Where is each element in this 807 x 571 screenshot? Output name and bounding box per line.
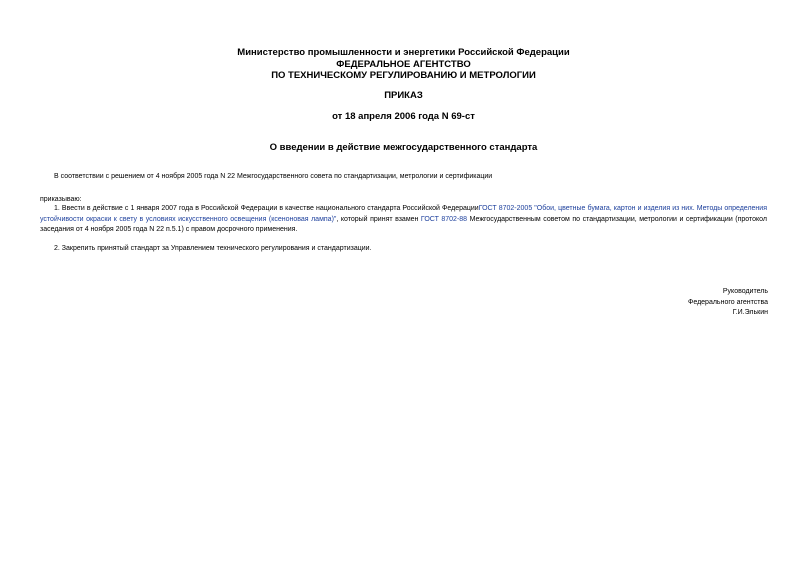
item-1-text-end: Межгосударственным советом по стандартизации, метрологии и сертификации (протокол заседания от 4 ноября 2005 года N 22 п.5.1) с правом досрочного применения.: [40, 215, 768, 233]
gost-8702-2005-link[interactable]: ГОСТ 8702-2005 "Обои, цветные бумага, картон и изделия из них. Методы определения устойчивости окраски к свету в условиях искусственного освещения (ксеноновая лампа)": [40, 205, 767, 223]
gost-8702-88-link[interactable]: ГОСТ 8702-88: [420, 215, 468, 223]
signature-block: [688, 287, 768, 319]
signatory-position: Руководитель: [722, 288, 768, 295]
item-2-paragraph: 2. Закрепить принятый стандарт за Управлением технического регулирования и стандартизации.: [54, 245, 372, 252]
agency-name-line2: ПО ТЕХНИЧЕСКОМУ РЕГУЛИРОВАНИЮ И МЕТРОЛОГИИ: [271, 70, 536, 81]
order-date-number: от 18 апреля 2006 года N 69-ст: [332, 111, 475, 122]
basis-paragraph: В соответствии с решением от 4 ноября 2005 года N 22 Межгосударственного совета по стандартизации, метрологии и сертификации: [54, 173, 493, 180]
order-subject: О введении в действие межгосударственного стандарта: [269, 142, 538, 153]
item-1-text-start: 1. Ввести в действие с 1 января 2007 года в Российской Федерации в качестве национального стандарта Российской Федерации: [54, 205, 479, 212]
order-word: приказываю:: [40, 196, 82, 203]
signatory-name: Г.И.Элькин: [732, 309, 768, 316]
document-header: [0, 47, 807, 82]
ministry-name: Министерство промышленности и энергетики Российской Федерации: [237, 47, 570, 58]
item-1-text-middle: , который принят взамен: [336, 215, 421, 223]
signatory-organization: Федерального агентства: [688, 298, 768, 306]
agency-name-line1: ФЕДЕРАЛЬНОЕ АГЕНТСТВО: [336, 58, 471, 70]
order-title: ПРИКАЗ: [384, 90, 423, 101]
item-1-paragraph: [40, 204, 767, 236]
